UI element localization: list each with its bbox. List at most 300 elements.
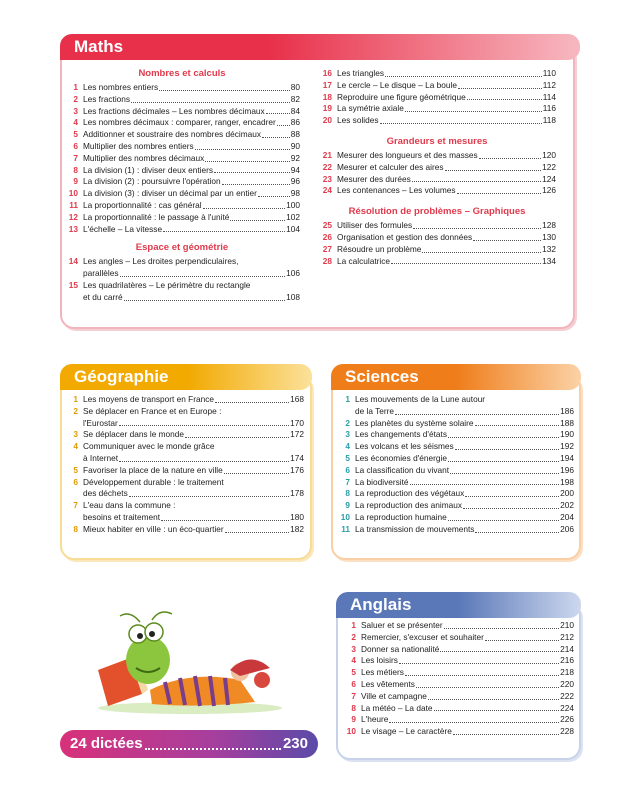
entry-title: Les fractions décimales – Les nombres décimaux [83,105,265,116]
entry-title-line1: L'eau dans la commune : [83,500,176,511]
leader-dots [119,453,289,462]
toc-entry[interactable] [342,679,574,691]
entry-title-line1: Se déplacer en France et en Europe : [83,405,222,416]
toc-entry[interactable] [342,620,574,632]
entry-title-line2: et du carré [83,291,123,302]
entry-title: Les nombres décimaux : comparer, ranger, encadrer [83,117,276,128]
entry-title-line2: de la Terre [355,405,395,416]
entry-number: 4 [345,441,350,452]
entry-number: 5 [351,667,356,678]
entry-number: 5 [345,452,350,463]
leader-dots [395,406,559,415]
entry-title: Le visage – Le caractère [361,726,452,737]
leader-dots [455,441,559,450]
toc-entry[interactable] [336,512,574,524]
section-heading-grandeurs: Grandeurs et mesures [386,135,488,147]
entry-number: 19 [322,103,332,114]
entry-page: 202 [560,500,574,511]
entry-page: 198 [560,476,574,487]
geographie-list [64,394,304,536]
toc-entry[interactable] [336,441,574,453]
leader-dots [225,524,289,533]
entry-page: 116 [542,103,556,114]
entry-title: Multiplier des nombres décimaux [83,152,205,163]
entry-page: 90 [290,140,300,151]
entry-title: La reproduction des végétaux [355,488,465,499]
leader-dots [380,115,542,124]
entry-number: 27 [322,243,332,254]
entry-title: Ville et campagne [361,690,427,701]
toc-entry[interactable] [318,68,556,80]
entry-number: 9 [351,714,356,725]
toc-entry[interactable] [318,150,556,162]
entry-number: 6 [73,140,78,151]
entry-page: 98 [290,188,300,199]
toc-entry[interactable] [336,488,574,500]
toc-entry[interactable] [318,103,556,115]
entry-page: 228 [560,726,574,737]
entry-number: 1 [351,620,356,630]
entry-page: 182 [290,523,304,534]
espace-list [64,256,300,303]
entry-number: 23 [322,173,332,184]
entry-page: 110 [542,68,556,78]
entry-page: 120 [542,149,556,160]
leader-dots [475,418,560,427]
toc-entry[interactable] [342,726,574,738]
toc-entry[interactable] [64,153,300,165]
entry-title: Reproduire une figure géométrique [337,91,466,102]
maths-left-column [64,68,300,304]
entry-title: Mieux habiter en ville : un éco-quartier [83,523,224,534]
geometrie-list [318,68,556,127]
entry-title-line2: parallèles [83,268,119,279]
entry-number: 4 [73,117,78,128]
toc-entry[interactable] [318,220,556,232]
toc-entry[interactable] [336,394,574,418]
grasshopper-reading-illustration [90,610,290,715]
entry-page: 204 [560,511,574,522]
entry-page: 222 [560,690,574,701]
toc-entry[interactable] [336,429,574,441]
entry-title-line1: Les mouvements de la Lune autour [355,394,486,404]
entry-number: 10 [340,511,350,522]
entry-number: 8 [73,164,78,175]
leader-dots [428,691,559,700]
entry-title: Mesurer des longueurs et des masses [337,149,478,160]
toc-entry[interactable] [64,212,300,224]
entry-page: 190 [560,429,574,440]
anglais-title: Anglais [336,592,581,618]
entry-number: 7 [351,690,356,701]
dictees-page: 230 [282,735,308,752]
toc-entry[interactable] [64,394,304,406]
section-heading-espace: Espace et géométrie [135,242,229,254]
entry-number: 8 [345,488,350,499]
toc-entry[interactable] [318,115,556,127]
toc-entry[interactable] [64,441,304,465]
entry-page: 96 [290,176,300,187]
entry-title: Les loisirs [361,655,398,666]
toc-entry[interactable] [318,174,556,186]
entry-title: Saluer et se présenter [361,620,443,630]
entry-number: 1 [345,394,350,404]
entry-page: 176 [290,464,304,475]
leader-dots [119,418,289,427]
maths-right-column [318,68,556,267]
toc-entry[interactable] [318,256,556,268]
entry-page: 216 [560,655,574,666]
maths-title: Maths [60,34,580,60]
entry-number: 15 [68,279,78,290]
leader-dots [416,679,559,688]
entry-page: 92 [290,152,300,163]
entry-title: L'heure [361,714,389,725]
leader-dots [412,174,541,183]
section-heading-nombres: Nombres et calculs [138,68,226,79]
entry-title: La division (1) : diviser deux entiers [83,164,214,175]
entry-number: 7 [73,152,78,163]
entry-page: 82 [290,93,300,104]
toc-entry[interactable] [64,106,300,118]
entry-number: 10 [68,188,78,199]
leader-dots [473,232,541,241]
entry-page: 84 [290,105,300,116]
toc-entry[interactable] [64,129,300,141]
leader-dots [385,68,542,77]
leader-dots [163,224,285,233]
toc-entry[interactable] [64,477,304,501]
entry-title-line2: l'Eurostar [83,417,118,428]
entry-title: Le cercle – Le disque – La boule [337,79,457,90]
entry-page: 188 [560,417,574,428]
entry-title: La météo – La date [361,702,433,713]
entry-page: 130 [542,231,556,242]
entry-title: Les volcans et les séismes [355,441,454,452]
leader-dots [195,141,290,150]
entry-title: Les solides [337,115,379,126]
toc-entry[interactable] [318,185,556,197]
entry-title: La symétrie axiale [337,103,404,114]
toc-entry[interactable] [342,714,574,726]
entry-page: 174 [290,452,304,463]
entry-title: La proportionnalité : le passage à l'unité [83,211,230,222]
entry-number: 20 [322,115,332,126]
entry-title: La classification du vivant [355,464,450,475]
leader-dots [475,524,559,533]
leader-dots [129,488,289,497]
entry-title: L'échelle – La vitesse [83,223,163,234]
entry-title-line1: Développement durable : le traitement [83,476,224,487]
entry-number: 4 [73,441,78,452]
entry-number: 6 [73,476,78,487]
entry-title: Mesurer des durées [337,173,411,184]
leader-dots [457,185,542,194]
entry-page: 112 [542,79,556,90]
leader-dots [448,512,559,521]
toc-entry[interactable] [64,165,300,177]
leader-dots [205,153,289,162]
toc-entry[interactable] [64,429,304,441]
resolution-list [318,220,556,267]
leader-dots [399,655,559,664]
entry-number: 5 [73,464,78,475]
entry-number: 13 [68,223,78,234]
entry-page: 122 [542,161,556,172]
leader-dots [479,150,542,159]
leader-dots [405,103,542,112]
entry-number: 7 [345,476,350,487]
toc-entry[interactable] [342,655,574,667]
entry-title: La reproduction humaine [355,511,447,522]
entry-page: 196 [560,464,574,475]
entry-page: 210 [560,620,574,630]
entry-title: La division (2) : poursuivre l'opération [83,176,221,187]
entry-page: 104 [286,223,300,234]
toc-entry[interactable] [342,703,574,715]
entry-number: 14 [68,256,78,267]
entry-title-line1: Les angles – Les droites perpendiculaires, [83,256,239,267]
leader-dots [391,256,541,265]
leader-dots [262,129,290,138]
entry-page: 128 [542,220,556,231]
entry-number: 2 [345,417,350,428]
toc-entry[interactable] [64,200,300,212]
entry-page: 186 [560,405,574,416]
entry-page: 206 [560,523,574,534]
entry-title: Les moyens de transport en France [83,394,214,404]
toc-entry[interactable] [64,94,300,106]
toc-entry[interactable] [64,188,300,200]
entry-title: Les changements d'états [355,429,447,440]
entry-number: 6 [345,464,350,475]
entry-number: 8 [73,523,78,534]
dictees-dots [145,730,281,750]
leader-dots [258,188,290,197]
leader-dots [467,92,542,101]
entry-page: 80 [290,82,300,92]
toc-entry[interactable] [336,477,574,489]
leader-dots [203,200,286,209]
toc-entry[interactable] [64,256,300,280]
leader-dots [485,632,559,641]
entry-number: 21 [322,149,332,160]
toc-entry[interactable] [336,500,574,512]
geographie-column [64,394,304,536]
entry-number: 26 [322,231,332,242]
entry-number: 10 [346,726,356,737]
dictees-banner[interactable] [60,730,318,758]
entry-number: 11 [69,199,78,210]
toc-entry[interactable] [336,453,574,465]
entry-page: 220 [560,678,574,689]
leader-dots [434,703,560,712]
entry-page: 126 [542,185,556,196]
toc-entry[interactable] [64,465,304,477]
toc-entry[interactable] [64,224,300,236]
entry-number: 1 [73,394,78,404]
entry-page: 194 [560,452,574,463]
toc-entry[interactable] [336,524,574,536]
section-heading-resolution: Résolution de problèmes – Graphiques [348,206,526,218]
entry-title: Utiliser des formules [337,220,413,231]
entry-page: 200 [560,488,574,499]
entry-page: 124 [542,173,556,184]
entry-number: 22 [322,161,332,172]
toc-entry[interactable] [318,244,556,256]
toc-entry[interactable] [318,80,556,92]
sciences-title: Sciences [331,364,581,390]
leader-dots [450,465,559,474]
entry-page: 168 [290,394,304,404]
entry-title: Remercier, s'excuser et souhaiter [361,631,484,642]
entry-number: 25 [322,220,332,231]
toc-entry[interactable] [64,117,300,129]
entry-number: 5 [73,129,78,140]
entry-page: 106 [286,268,300,279]
entry-page: 180 [290,511,304,522]
leader-dots [444,620,560,629]
entry-title: La proportionnalité : cas général [83,199,202,210]
entry-number: 9 [345,500,350,511]
entry-title: Donner sa nationalité [361,643,440,654]
entry-title-line2: des déchets [83,488,128,499]
leader-dots [131,94,290,103]
entry-page: 192 [560,441,574,452]
entry-number: 3 [345,429,350,440]
leader-dots [413,220,541,229]
entry-title: Les nombres entiers [83,82,159,92]
leader-dots [465,488,559,497]
anglais-list [342,620,574,738]
leader-dots [453,726,559,735]
entry-page: 132 [542,243,556,254]
leader-dots [277,117,290,126]
leader-dots [159,82,290,91]
toc-entry[interactable] [336,465,574,477]
entry-number: 9 [73,176,78,187]
entry-page: 86 [290,117,300,128]
entry-number: 17 [322,79,332,90]
entry-number: 7 [73,500,78,511]
entry-title: Les triangles [337,68,385,78]
leader-dots [222,176,290,185]
entry-title: Les fractions [83,93,131,104]
entry-page: 118 [542,115,556,126]
leader-dots [440,644,559,653]
leader-dots [405,667,559,676]
entry-title: Les planètes du système solaire [355,417,474,428]
leader-dots [230,212,285,221]
leader-dots [214,165,290,174]
leader-dots [266,106,290,115]
entry-title: Les métiers [361,667,404,678]
entry-page: 102 [286,211,300,222]
entry-number: 3 [351,643,356,654]
toc-entry[interactable] [64,176,300,188]
toc-entry[interactable] [342,667,574,679]
entry-number: 8 [351,702,356,713]
entry-page: 100 [286,199,300,210]
entry-number: 3 [73,429,78,440]
entry-page: 88 [290,129,300,140]
toc-entry[interactable] [64,406,304,430]
entry-title: Multiplier des nombres entiers [83,140,194,151]
entry-number: 11 [341,523,350,534]
geographie-title: Géographie [60,364,312,390]
dictees-label: 24 dictées [70,735,143,752]
entry-page: 214 [560,643,574,654]
leader-dots [463,500,559,509]
entry-title: Résoudre un problème [337,243,422,254]
leader-dots [124,292,285,301]
entry-number: 2 [73,405,78,416]
entry-number: 4 [351,655,356,666]
entry-title: La biodiversité [355,476,409,487]
leader-dots [448,453,559,462]
entry-page: 218 [560,667,574,678]
entry-title: Favoriser la place de la nature en ville [83,464,223,475]
toc-entry[interactable] [64,141,300,153]
grandeurs-list [318,150,556,197]
entry-title-line1: Les quadrilatères – Le périmètre du rectangle [83,279,251,290]
entry-number: 12 [68,211,78,222]
entry-page: 134 [542,255,556,266]
entry-number: 1 [73,82,78,92]
toc-entry[interactable] [64,500,304,524]
entry-title: Additionner et soustraire des nombres décimaux [83,129,262,140]
toc-entry[interactable] [336,418,574,430]
entry-number: 18 [322,91,332,102]
entry-title: La calculatrice [337,255,391,266]
entry-title: Les contenances – Les volumes [337,185,456,196]
toc-entry[interactable] [318,92,556,104]
entry-page: 212 [560,631,574,642]
entry-number: 2 [351,631,356,642]
leader-dots [410,477,560,486]
toc-entry[interactable] [64,524,304,536]
toc-entry[interactable] [342,644,574,656]
entry-title: Se déplacer dans le monde [83,429,185,440]
entry-page: 108 [286,291,300,302]
entry-page: 178 [290,488,304,499]
leader-dots [389,714,559,723]
leader-dots [215,394,289,403]
leader-dots [448,429,559,438]
toc-entry[interactable] [64,82,300,94]
entry-title: La reproduction des animaux [355,500,463,511]
entry-number: 3 [73,105,78,116]
entry-page: 94 [290,164,300,175]
entry-page: 172 [290,429,304,440]
toc-entry[interactable] [342,632,574,644]
entry-number: 24 [322,185,332,196]
sciences-column [336,394,574,536]
entry-number: 2 [73,93,78,104]
entry-title: Organisation et gestion des données [337,231,473,242]
toc-entry[interactable] [318,162,556,174]
entry-title-line2: à Internet [83,452,119,463]
toc-entry[interactable] [318,232,556,244]
leader-dots [224,465,289,474]
entry-number: 6 [351,678,356,689]
toc-entry[interactable] [64,280,300,304]
entry-page: 226 [560,714,574,725]
toc-entry[interactable] [342,691,574,703]
anglais-column [342,620,574,738]
entry-page: 114 [542,91,556,102]
leader-dots [120,268,286,277]
